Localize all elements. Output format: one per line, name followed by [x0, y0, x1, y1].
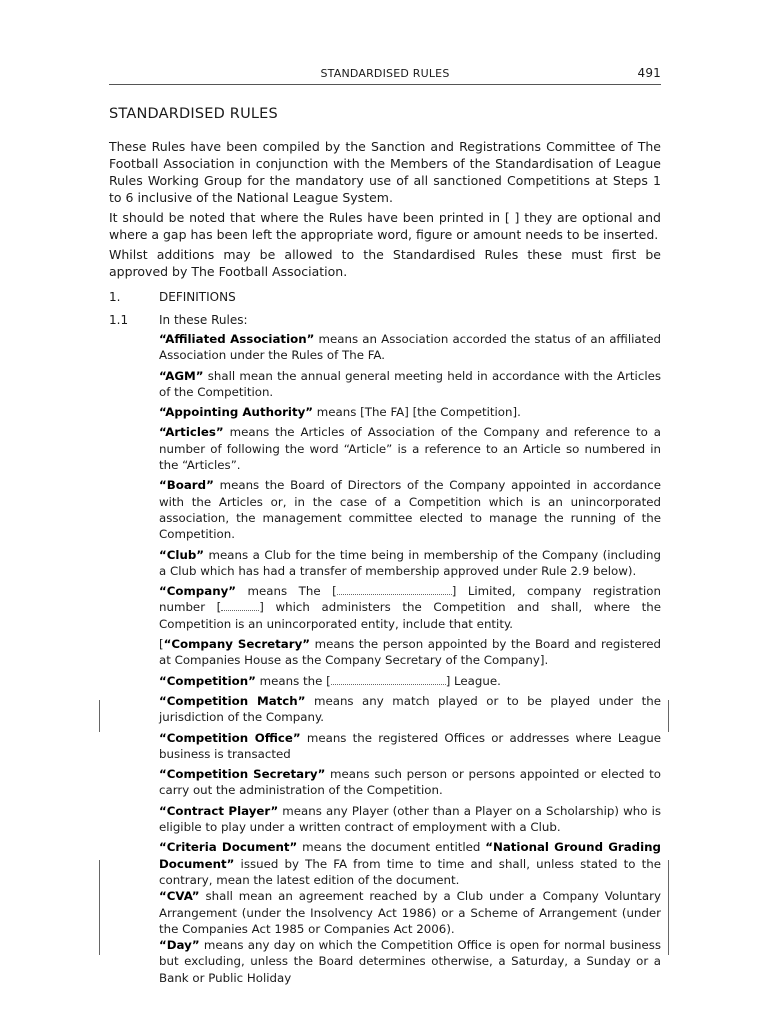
definition-term: “Company”: [159, 584, 237, 599]
change-bar: [99, 700, 100, 732]
definition-text: means the Board of Directors of the Company appointed in accordance with the Articles or, in the case of a Competition which is an unincorporated association, the management committee elected to manage the running of the Competition.: [159, 478, 661, 542]
definition-term: “Appointing Authority”: [159, 405, 314, 420]
definition-term: “Competition”: [159, 673, 256, 688]
definition-term: “Competition Office”: [159, 730, 301, 745]
definition-term: “CVA”: [159, 889, 200, 904]
definition: [159, 693, 661, 726]
definition: [159, 888, 661, 937]
definition-term: “AGM”: [159, 368, 204, 383]
definition-text: means the person appointed by the Board and registered at Companies House as the Company Secretary of the Company].: [159, 637, 661, 668]
definition-term: “Articles”: [159, 425, 224, 440]
intro-paragraph: These Rules have been compiled by the Sanction and Registrations Committee of The Football Association in conjunction with the Members of the Standardisation of League Rules Working Group for the mandatory use of all sanctioned Competitions at Steps 1 to 6 inclusive of the National League System.: [109, 139, 661, 205]
definition-text: means any Player (other than a Player on a Scholarship) who is eligible to play under a written contract of employment with a Club.: [159, 803, 661, 835]
page-number: 491: [637, 66, 661, 80]
definition: [159, 583, 661, 632]
definition-term: “Day”: [159, 938, 200, 953]
running-title: STANDARDISED RULES: [320, 67, 450, 80]
definition-text: means any match played or to be played under the jurisdiction of the Company.: [159, 693, 662, 725]
intro-paragraph: Whilst additions may be allowed to the Standardised Rules these must first be approved by The Football Association.: [109, 247, 661, 279]
definition-text: means [The FA] [the Competition].: [313, 405, 521, 420]
running-header: [109, 66, 661, 85]
definition-text: means a Club for the time being in membership of the Company (including a Club which has had a transfer of membership approved under Rule 2.9 below).: [159, 547, 661, 578]
definition-text: means the [: [255, 673, 331, 688]
definition-text: means The [: [236, 584, 337, 599]
intro-paragraph: It should be noted that where the Rules have been printed in [ ] they are optional and where a gap has been left the appropriate word, figure or amount needs to be inserted.: [109, 210, 661, 242]
definition-text: means any day on which the Competition Office is open for normal business but excluding, unless the Board determines otherwise, a Saturday, a Sunday or a Bank or Public Holiday: [159, 938, 661, 985]
definition: [159, 766, 661, 799]
definition-term: “Affiliated Association”: [159, 332, 315, 346]
definition-term: “Competition Secretary”: [159, 767, 326, 782]
intro: [109, 138, 661, 283]
definition: [159, 803, 661, 836]
definition-term: “National Ground Grading Document”: [159, 840, 661, 871]
definition-text: ] which administers the Competition and shall, where the Competition is an unincorporated entity, include that entity.: [159, 600, 661, 631]
definition-text: ] Limited, company registration number [: [159, 584, 661, 615]
definition: [159, 937, 661, 986]
definition-text: means such person or persons appointed or elected to carry out the administration of the Competition.: [159, 767, 661, 798]
definition-term: “Club”: [159, 547, 205, 562]
fill-in-blank: [337, 584, 452, 595]
definition: [159, 368, 661, 401]
definition: [159, 636, 661, 669]
fill-in-blank: [221, 600, 259, 611]
definition-term: “Contract Player”: [159, 803, 279, 818]
definition-term: “Board”: [159, 478, 214, 493]
section-title: DEFINITIONS: [159, 290, 236, 304]
section-number: 1.: [109, 290, 121, 304]
document-title: STANDARDISED RULES: [109, 106, 278, 122]
definition-text: ] League.: [445, 673, 501, 688]
definition-text: means the Articles of Association of the Company and reference to a number of following the word “Article” is a reference to an Article so numbered in the “Articles”.: [159, 425, 661, 473]
optional-bracket: [: [159, 637, 164, 652]
change-bar: [668, 860, 669, 955]
change-bar: [99, 860, 100, 955]
definition-text: shall mean an agreement reached by a Club under a Company Voluntary Arrangement (under the Insolvency Act 1986) or a Scheme of Arrangement (under the Companies Act 1985 or Companies Act 2006).: [159, 889, 661, 936]
definition: [159, 839, 661, 888]
definition: [159, 730, 661, 763]
definition-text: means the registered Offices or addresses where League business is transacted: [159, 730, 661, 761]
definition: [159, 673, 661, 689]
definition: [159, 331, 661, 364]
definitions-list: [159, 331, 661, 990]
subsection-text: In these Rules:: [159, 313, 248, 327]
change-bar: [668, 700, 669, 732]
fill-in-blank: [331, 674, 446, 685]
definition: [159, 404, 661, 420]
subsection-number: 1.1: [109, 313, 129, 327]
definition-text: shall mean the annual general meeting held in accordance with the Articles of the Competition.: [159, 368, 661, 399]
definition-term: “Competition Match”: [159, 693, 306, 708]
definition-text: issued by The FA from time to time and shall, unless stated to the contrary, mean the latest edition of the document.: [159, 856, 661, 887]
definition-text: means the document entitled: [297, 840, 486, 855]
definition: [159, 477, 661, 542]
definition-text: means an Association accorded the status of an affiliated Association under the Rules of The FA.: [159, 332, 661, 363]
definition: [159, 547, 661, 580]
definition: [159, 424, 661, 473]
definition-term: “Company Secretary”: [163, 637, 311, 652]
definition-term: “Criteria Document”: [159, 840, 298, 855]
